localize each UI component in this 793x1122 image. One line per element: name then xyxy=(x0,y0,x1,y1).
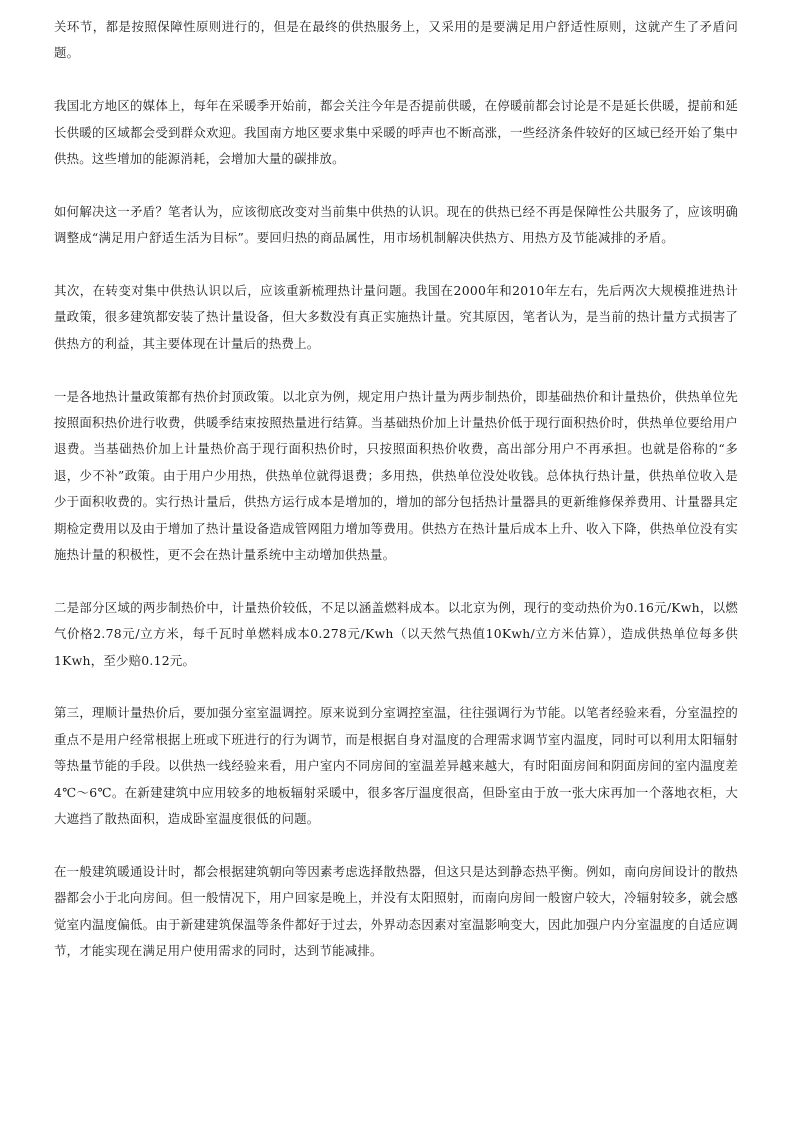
paragraph-5: 一是各地热计量政策都有热价封顶政策。以北京为例，规定用户热计量为两步制热价，即基础热价和计量热价，供热单位先按照面积热价进行收费，供暖季结束按照热量进行结算。当基础热价加上计量热价低于现行面积热价时，供热单位要给用户退费。当基础热价加上计量热价高于现行面积热价时，只按照面积热价收费，高出部分用户不再承担。也就是俗称的“多退，少不补”政策。由于用户少用热，供热单位就得退费；多用热，供热单位没处收钱。总体执行热计量，供热单位收入是少于面积收费的。实行热计量后，供热方运行成本是增加的，增加的部分包括热计量器具的更新维修保养费用、计量器具定期检定费用以及由于增加了热计量设备造成管网阻力增加等费用。供热方在热计量后成本上升、收入下降，供热单位没有实施热计量的积极性，更不会在热计量系统中主动增加供热量。 xyxy=(54,388,738,563)
paragraph-8: 在一般建筑暖通设计时，都会根据建筑朝向等因素考虑选择散热器，但这只是达到静态热平衡。例如，南向房间设计的散热器都会小于北向房间。但一般情况下，用户回家是晚上，并没有太阳照射，而南向房间一般窗户较大，冷辐射较多，就会感觉室内温度偏低。由于新建建筑保温等条件都好于过去，外界动态因素对室温影响变大，因此加强户内分室温度的自适应调节，才能实现在满足用户使用需求的同时，达到节能减排。 xyxy=(54,863,738,959)
document-page xyxy=(54,14,738,965)
paragraph-4: 其次，在转变对集中供热认识以后，应该重新梳理热计量问题。我国在2000年和2010年左右，先后两次大规模推进热计量政策，很多建筑都安装了热计量设备，但大多数没有真正实施热计量。究其原因，笔者认为，是当前的热计量方式损害了供热方的利益，其主要体现在计量后的热费上。 xyxy=(54,283,738,351)
paragraph-2: 我国北方地区的媒体上，每年在采暖季开始前，都会关注今年是否提前供暖，在停暖前都会讨论是不是延长供暖，提前和延长供暖的区域都会受到群众欢迎。我国南方地区要求集中采暖的呼声也不断高涨，一些经济条件较好的区域已经开始了集中供热。这些增加的能源消耗，会增加大量的碳排放。 xyxy=(54,98,738,167)
paragraph-3: 如何解决这一矛盾？笔者认为，应该彻底改变对当前集中供热的认识。现在的供热已经不再是保障性公共服务了，应该明确调整成“满足用户舒适生活为目标”。要回归热的商品属性，用市场机制解决供热方、用热方及节能减排的矛盾。 xyxy=(54,203,738,246)
paragraph-7: 第三，理顺计量热价后，要加强分室室温调控。原来说到分室调控室温，往往强调行为节能。以笔者经验来看，分室温控的重点不是用户经常根据上班或下班进行的行为调节，而是根据自身对温度的合理需求调节室内温度，同时可以利用太阳辐射等热量节能的手段。以供热一线经验来看，用户室内不同房间的室温差异越来越大，有时阳面房间和阴面房间的室内温度差4℃～6℃。在新建建筑中应用较多的地板辐射采暖中，很多客厅温度很高，但卧室由于放一张大床再加一个落地衣柜，大大遮挡了散热面积，造成卧室温度很低的问题。 xyxy=(54,705,738,827)
paragraph-6: 二是部分区域的两步制热价中，计量热价较低，不足以涵盖燃料成本。以北京为例，现行的变动热价为0.16元/Kwh，以燃气价格2.78元/立方米，每千瓦时单燃料成本0.278元/Kwh（以天然气热值10Kwh/立方米估算），造成供热单位每多供1Kwh，至少赔0.12元。 xyxy=(54,599,738,668)
paragraph-1: 关环节，都是按照保障性原则进行的，但是在最终的供热服务上，又采用的是要满足用户舒适性原则，这就产生了矛盾问题。 xyxy=(54,19,738,61)
